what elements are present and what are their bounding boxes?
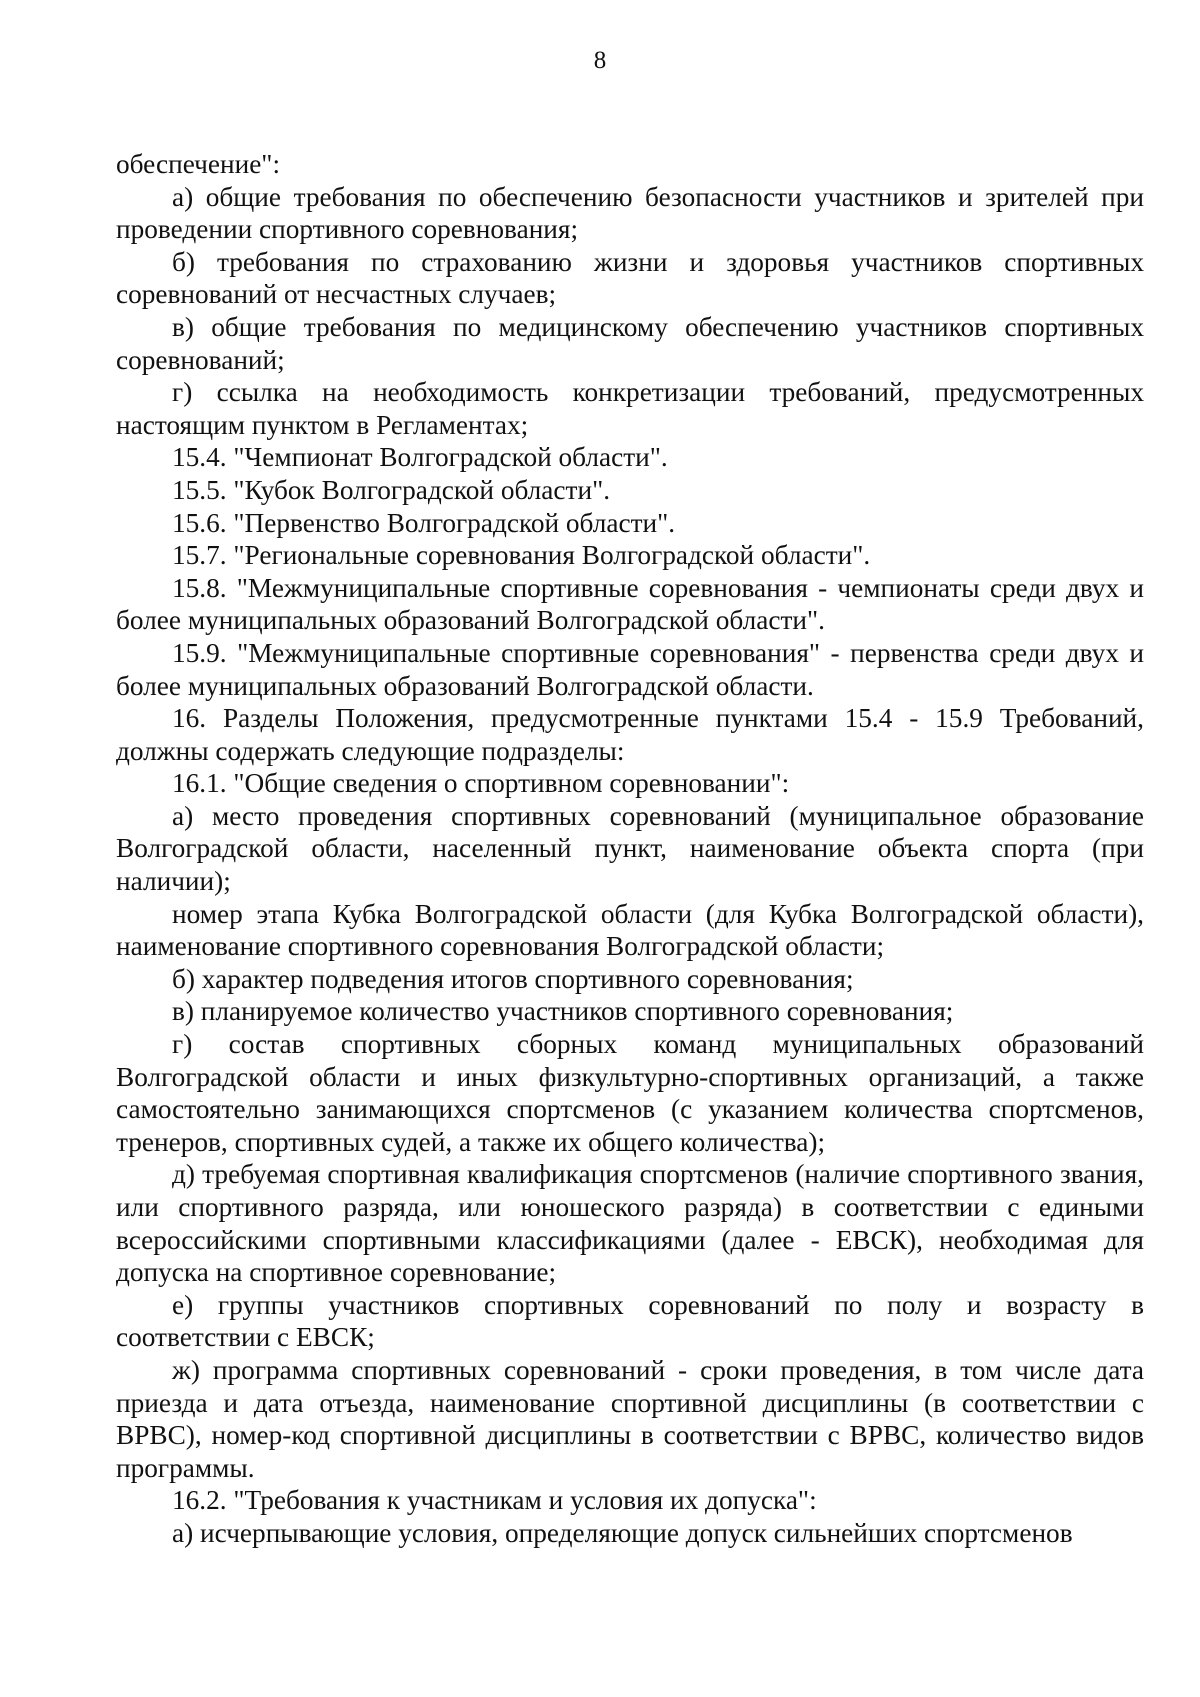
paragraph: 15.9. "Межмуниципальные спортивные соревнования" - первенства среди двух и более муниципальных образований Волгоградской области. xyxy=(116,637,1144,701)
paragraph: 15.4. "Чемпионат Волгоградской области". xyxy=(172,442,668,473)
paragraph: 15.7. "Региональные соревнования Волгоградской области". xyxy=(172,540,871,571)
paragraph: а) общие требования по обеспечению безопасности участников и зрителей при проведении спортивного соревнования; xyxy=(116,181,1144,245)
paragraph: б) характер подведения итогов спортивного соревнования; xyxy=(172,963,854,994)
paragraph: е) группы участников спортивных соревнований по полу и возрасту в соответствии с ЕВСК; xyxy=(116,1289,1144,1353)
paragraph: г) состав спортивных сборных команд муниципальных образований Волгоградской области и иных физкультурно-спортивных организаций, а также самостоятельно занимающихся спортсменов (с указанием количества спортсменов, тренеров, спортивных судей, а также их общего количества); xyxy=(116,1029,1144,1157)
paragraph: 15.8. "Межмуниципальные спортивные соревнования - чемпионаты среди двух и более муниципальных образований Волгоградской области". xyxy=(116,572,1144,636)
paragraph: б) требования по страхованию жизни и здоровья участников спортивных соревнований от несчастных случаев; xyxy=(116,246,1144,310)
paragraph: г) ссылка на необходимость конкретизации требований, предусмотренных настоящим пунктом в Регламентах; xyxy=(116,377,1144,440)
document-body xyxy=(116,148,1144,1550)
paragraph: 15.5. "Кубок Волгоградской области". xyxy=(172,474,611,505)
paragraph: а) место проведения спортивных соревнований (муниципальное образование Волгоградской области, населенный пункт, наименование объекта спорта (при наличии); xyxy=(116,800,1144,897)
paragraph: обеспечение": xyxy=(116,149,281,179)
paragraph: ж) программа спортивных соревнований - сроки проведения, в том числе дата приезда и дата отъезда, наименование спортивной дисциплины (в соответствии с ВРВС), номер-код спортивной дисциплины в соответствии с ВРВС, количество видов программы. xyxy=(116,1354,1144,1483)
paragraph: номер этапа Кубка Волгоградской области (для Кубка Волгоградской области), наименование спортивного соревнования Волгоградской области; xyxy=(116,898,1144,962)
paragraph: а) исчерпывающие условия, определяющие допуск сильнейших спортсменов xyxy=(172,1517,1073,1548)
paragraph: 16.2. "Требования к участникам и условия их допуска": xyxy=(172,1485,817,1516)
paragraph: 16.1. "Общие сведения о спортивном соревновании": xyxy=(172,768,790,799)
paragraph: в) планируемое количество участников спортивного соревнования; xyxy=(172,996,954,1027)
page-number: 8 xyxy=(593,47,607,74)
paragraph: 15.6. "Первенство Волгоградской области". xyxy=(172,507,676,538)
paragraph: д) требуемая спортивная квалификация спортсменов (наличие спортивного звания, или спортивного разряда, или юношеского разряда) в соответствии с едиными всероссийскими спортивными классификациями (далее - ЕВСК), необходимая для допуска на спортивное соревнование; xyxy=(116,1159,1144,1288)
paragraph: 16. Разделы Положения, предусмотренные пунктами 15.4 - 15.9 Требований, должны содержать следующие подразделы: xyxy=(116,703,1144,766)
paragraph: в) общие требования по медицинскому обеспечению участников спортивных соревнований; xyxy=(116,311,1144,375)
